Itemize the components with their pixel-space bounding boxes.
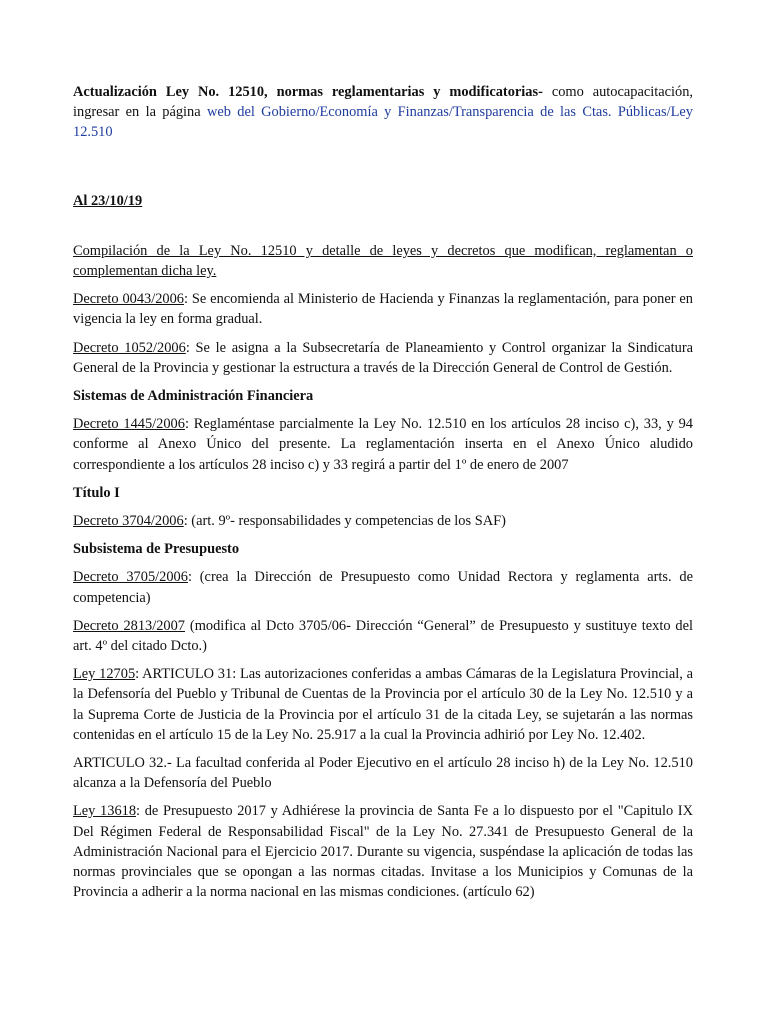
intro-link[interactable]: web del Gobierno/Economía y Finanzas/Transparencia de las Ctas. Públicas/Ley 12.510 (73, 104, 693, 141)
heading-presupuesto: Subsistema de Presupuesto (73, 541, 240, 558)
heading-saf: Sistemas de Administración Financiera (73, 388, 314, 405)
decreto-2813-link[interactable]: Decreto 2813/2007 (73, 617, 186, 634)
decreto-3704-link[interactable]: Decreto 3704/2006 (73, 513, 184, 530)
entry-decreto-1445 (73, 414, 693, 475)
intro-paragraph (73, 82, 693, 143)
update-date: Al 23/10/19 (73, 192, 143, 209)
decreto-1052-link[interactable]: Decreto 1052/2006 (73, 339, 186, 356)
decreto-1445-link[interactable]: Decreto 1445/2006 (73, 416, 185, 433)
intro-text: como autocapacitación, ingresar en la página (73, 84, 693, 121)
entry-decreto-0043 (73, 289, 693, 329)
entry-decreto-2813 (73, 616, 693, 656)
entry-ley-12705 (73, 664, 693, 745)
ley-13618-link[interactable]: Ley 13618 (73, 803, 137, 820)
entry-decreto-3705 (73, 567, 693, 607)
article-32: ARTICULO 32.- La facultad conferida al Poder Ejecutivo en el artículo 28 inciso h) de la Ley No. 12.510 alcanza a la Defensoría del Pueblo (73, 755, 693, 792)
decreto-3705-text: : (crea la Dirección de Presupuesto como Unidad Rectora y reglamenta arts. de competencia) (73, 569, 694, 606)
heading-titulo: Título I (73, 484, 120, 501)
compilation-link[interactable]: Compilación de la Ley No. 12510 y detalle de leyes y decretos que modifican, reglamentan o complementan dicha ley. (73, 242, 693, 280)
decreto-1445-text: : Reglaméntase parcialmente la Ley No. 12.510 en los artículos 28 inciso c), 33, y 94 conforme al Anexo Único del presente. La reglamentación inserta en el Anexo Único aludido correspondiente a los artículos 28 inciso c) y 33 regirá a partir del 1º de enero de 2007 (73, 416, 693, 473)
decreto-3705-link[interactable]: Decreto 3705/2006 (73, 569, 188, 586)
decreto-3704-text: : (art. 9º- responsabilidades y competencias de los SAF) (183, 513, 506, 530)
decreto-0043-text: : Se encomienda al Ministerio de Hacienda y Finanzas la reglamentación, para poner en vigencia la ley en forma gradual. (73, 291, 693, 328)
document-page (73, 82, 693, 911)
intro-title: Actualización Ley No. 12510, normas reglamentarias y modificatorias- (73, 84, 543, 100)
entry-ley-13618 (73, 801, 693, 902)
decreto-0043-link[interactable]: Decreto 0043/2006 (73, 291, 184, 308)
entry-decreto-1052 (73, 338, 693, 378)
entry-decreto-3704 (73, 511, 693, 531)
ley-12705-link[interactable]: Ley 12705 (73, 666, 136, 683)
ley-12705-text: : ARTICULO 31: Las autorizaciones conferidas a ambas Cámaras de la Legislatura Provincial, a la Defensoría del Pueblo y Tribunal de Cuentas de la Provincia por el artículo 30 de la Ley No. 12.510 y a la Suprema Corte de Justicia de la Provincia por el artículo 31 de la citada Ley, se sujetarán a las normas contenidas en el artículo 15 de la Ley No. 25.917 a la cual la Provincia adhirió por Ley No. 12.402. (73, 666, 693, 743)
decreto-2813-text: (modifica al Dcto 3705/06- Dirección “General” de Presupuesto y sustituye texto del art. 4º del citado Dcto.) (73, 617, 693, 655)
decreto-1052-text: : Se le asigna a la Subsecretaría de Planeamiento y Control organizar la Sindicatura General de la Provincia y gestionar la estructura a través de la Dirección General de Control de Gestión. (73, 339, 693, 376)
ley-13618-text: : de Presupuesto 2017 y Adhiérese la provincia de Santa Fe a lo dispuesto por el "Capitulo IX Del Régimen Federal de Responsabilidad Fiscal" de la Ley No. 27.341 de Presupuesto General de la Administración Nacional para el Ejercicio 2017. Durante su vigencia, suspéndase la aplicación de todas las normas provinciales que se opongan a las normas citadas. Invitase a los Municipios y Comunas de la Provincia a adherir a la norma nacional en las mismas condiciones. (artículo 62) (73, 803, 693, 901)
